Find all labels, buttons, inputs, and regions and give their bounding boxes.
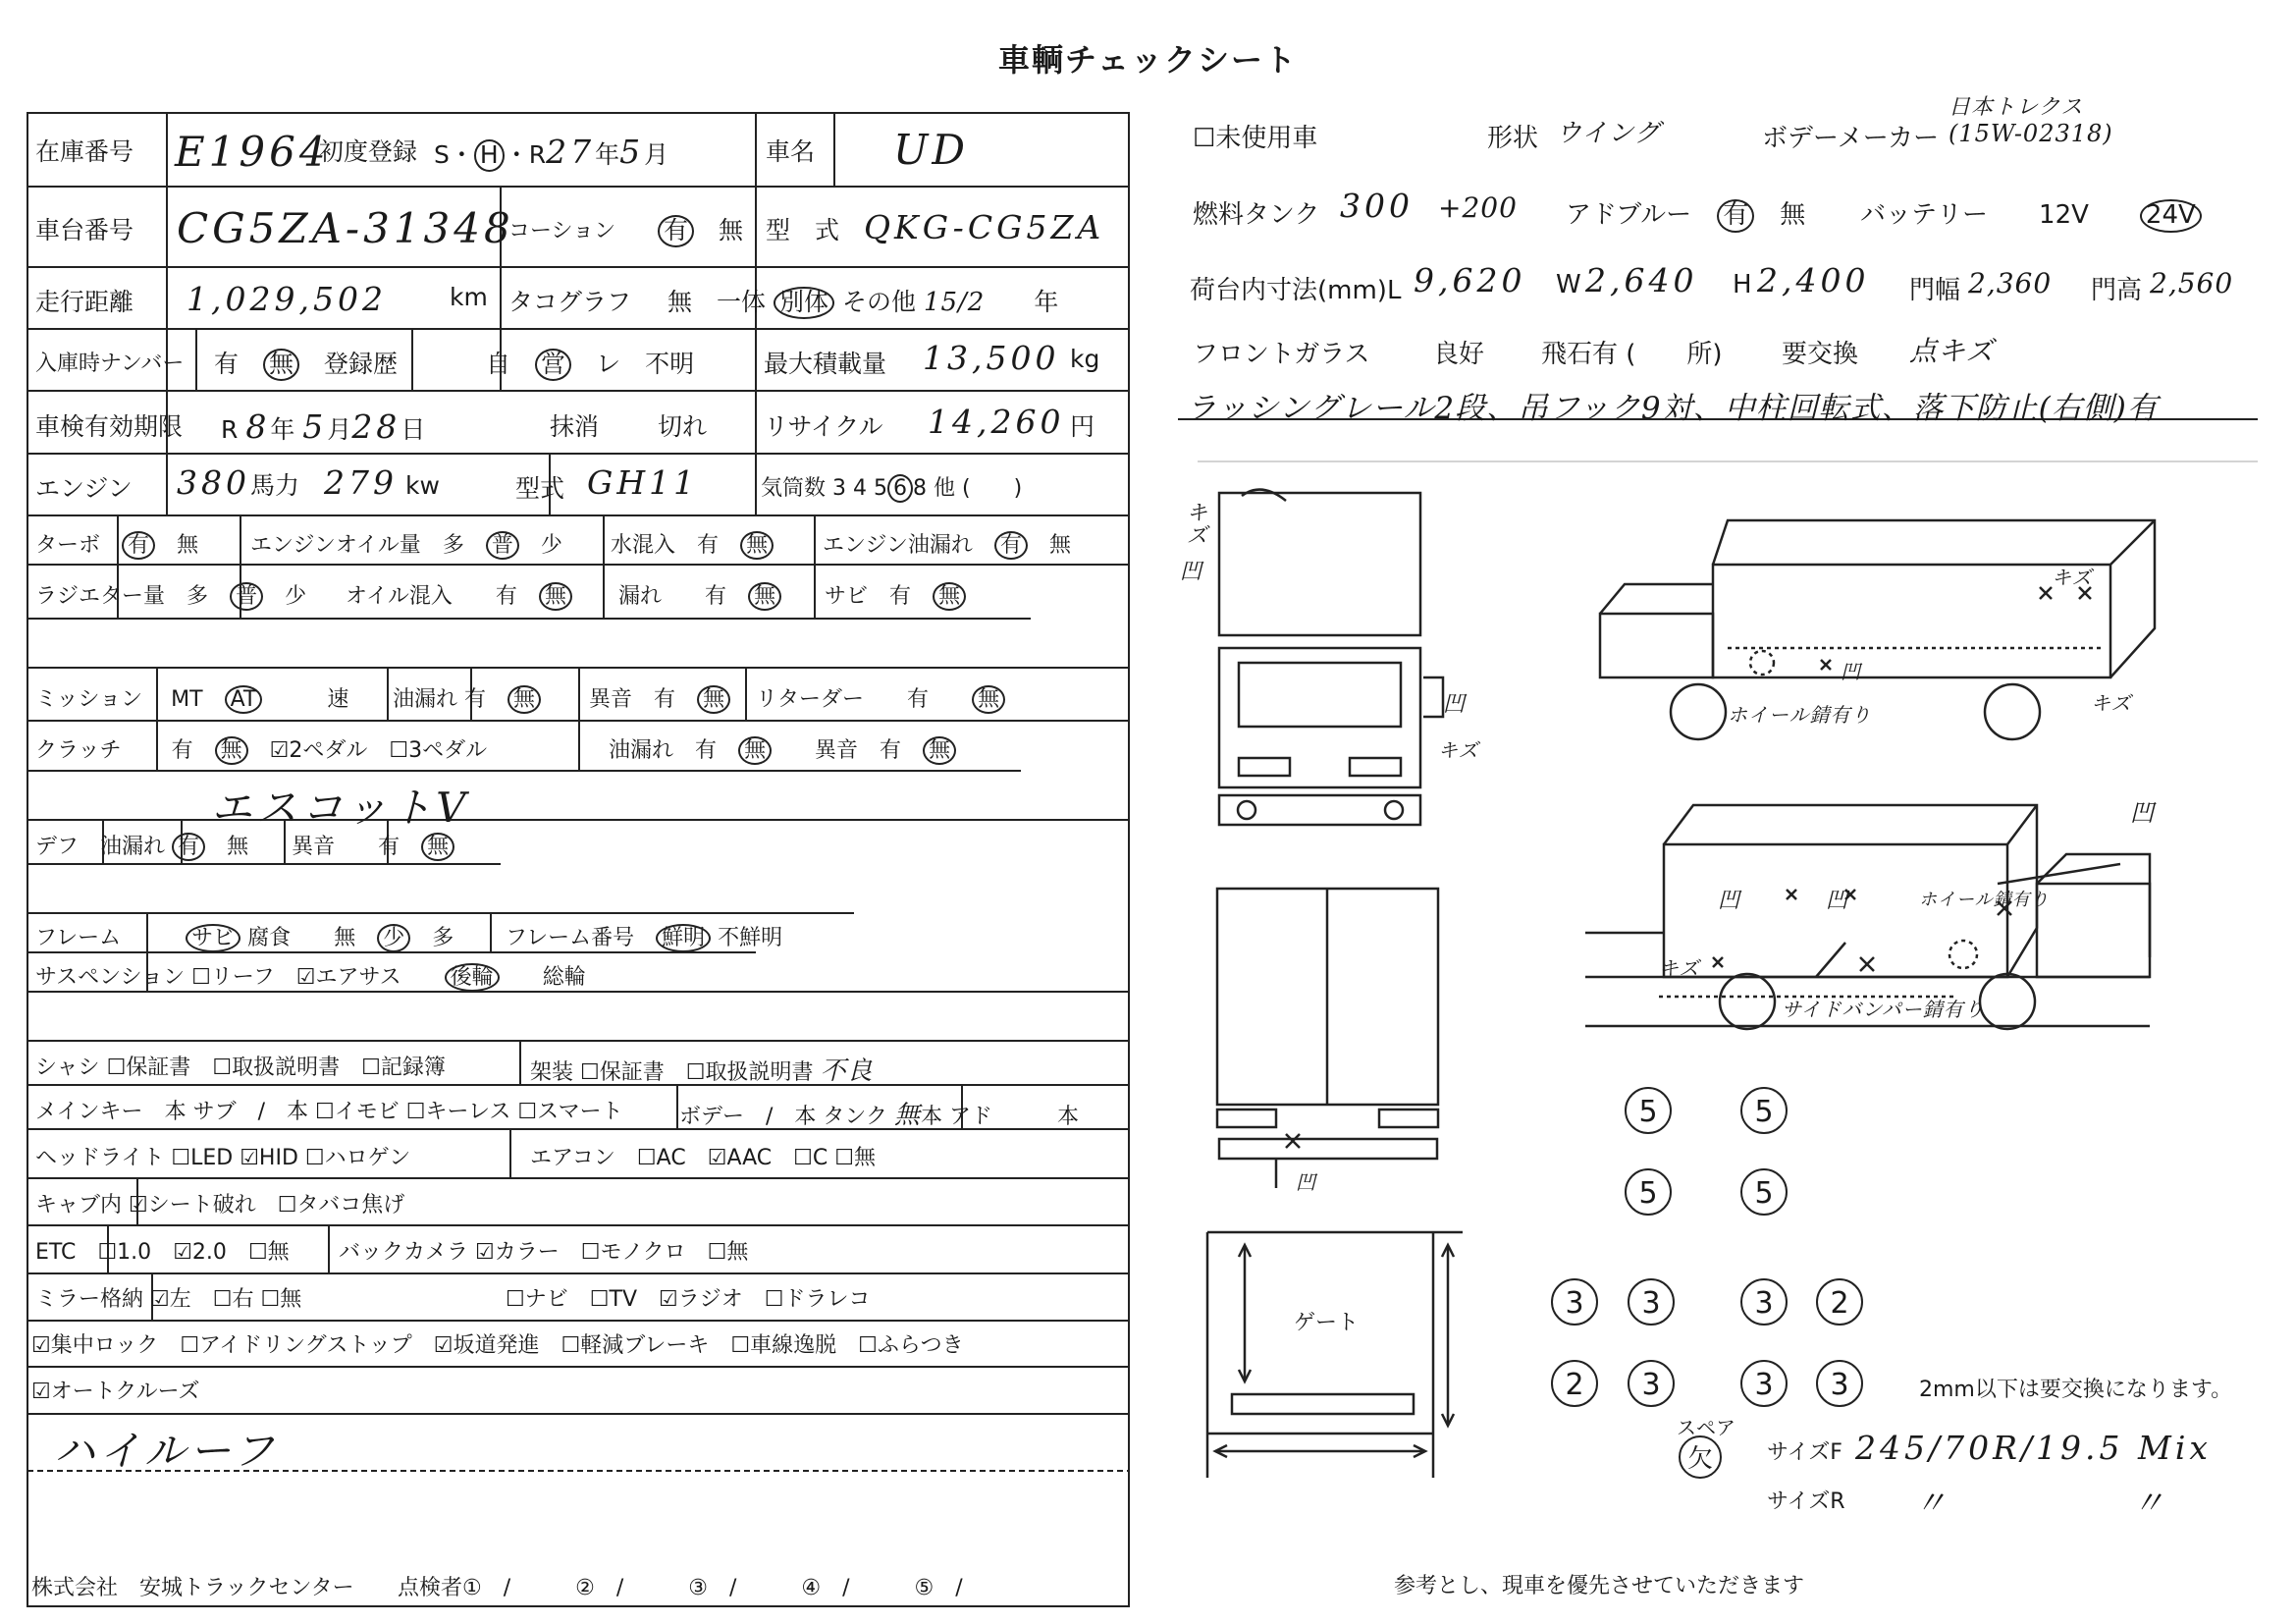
mileage-value: 1,029,502 (187, 280, 387, 318)
cylinder-options: 気筒数 3 4 5 6 8 他 ( ) (761, 471, 1022, 503)
mission-noise: 異音 有 無 (589, 682, 730, 714)
chassis-no-value: CG5ZA-31348 (177, 204, 514, 252)
reg-history-label: 登録歴 (324, 350, 399, 378)
unused-checkbox: ☐ 未使用車 (1193, 118, 1317, 154)
size-r-value: 〃 〃 (1914, 1484, 2168, 1522)
recycle-value: 14,260 (928, 403, 1065, 441)
stock-no-value: E1964 (175, 128, 330, 176)
tread-rear2-1: 2 (1551, 1360, 1598, 1407)
gate-h-label: 門高 (2091, 276, 2143, 305)
aircon-row: エアコン ☐ AC ☑ AAC ☐ C ☐ 無 (530, 1141, 876, 1171)
headlight-row: ヘッドライト ☐ LED ☑ HID ☐ ハロゲン (35, 1141, 410, 1171)
truck-side-sketch-1 (1600, 520, 2155, 739)
disclaimer: 参考とし、現車を優先させていただきます (1394, 1574, 1805, 1598)
etc-row: ETC ☐ 1.0 ☑ 2.0 ☐ 無 (35, 1235, 290, 1266)
side2-hekomi-top: 凹 (2130, 799, 2155, 827)
engine-leak-row: エンジン油漏れ 有 無 (823, 528, 1071, 560)
shape-label: 形状 (1487, 124, 1539, 153)
tacho-options: 無 一体 別体 その他 15/2 年 (667, 288, 1059, 317)
footer-company: 株式会社 安城トラックセンター (31, 1576, 354, 1600)
fuel-value: 300 (1340, 187, 1414, 225)
model-value: QKG-CG5ZA (864, 208, 1105, 246)
inspection-expired: 切れ (658, 412, 708, 441)
mileage-label: 走行距離 (35, 288, 134, 316)
coating-label: コーション (508, 219, 616, 244)
tread-front-right: 5 (1740, 1087, 1788, 1134)
tread-rear2-4: 3 (1816, 1360, 1863, 1407)
camera-row: バックカメラ ☑ カラー ☐ モノクロ ☐ 無 (339, 1235, 748, 1266)
oil-mix-row: オイル混入 有 無 (346, 579, 572, 611)
front-kizu: キズ (1183, 501, 1207, 546)
retarder: リターダー 有 無 (756, 682, 1005, 714)
navi-row: ☐ ナビ ☐ TV ☑ ラジオ ☐ ドラレコ (506, 1282, 871, 1313)
side2-wheel-rust: ホイール錆有り (1919, 890, 2050, 910)
side2-kizu: キズ (1659, 956, 1700, 980)
battery-row: バッテリー 12V 24V (1860, 194, 2202, 233)
spare-label: スペア (1677, 1416, 1735, 1439)
tread-rear2-2: 3 (1628, 1360, 1675, 1407)
gate-w: 2,360 (1968, 267, 2053, 299)
front-hekomi: 凹 (1180, 560, 1203, 584)
tread-rear1-4: 2 (1816, 1278, 1863, 1326)
size-f-label: サイズF (1767, 1440, 1842, 1465)
water-mix-row: 水混入 有 無 (611, 528, 774, 560)
max-load-label: 最大積載量 (764, 350, 887, 378)
mirror-row: ミラー格納 ☑ 左 ☐ 右 ☐ 無 (35, 1282, 301, 1313)
cargo-w-label: W (1556, 270, 1581, 299)
plate-options: 有 無 (214, 345, 299, 381)
tread-front2-right: 5 (1740, 1168, 1788, 1216)
front-side-hekomi: 凹 (1443, 692, 1467, 717)
inspection-label: 車検有効期限 (35, 412, 184, 441)
side2-side-bumper: サイドバンパー錆有り (1782, 998, 1985, 1021)
mileage-unit: km (450, 283, 488, 311)
gate-sketch (1207, 1232, 1463, 1478)
engine-type-value: GH11 (587, 463, 699, 502)
size-r-label: サイズR (1767, 1489, 1845, 1514)
body-key: ボデー / 本 タンク 無本 アド 本 (679, 1101, 1080, 1130)
clutch-noise: 異音 有 無 (815, 733, 956, 765)
first-reg-label: 初度登録 (319, 137, 418, 166)
body-maker-value: 日本トレクス (1949, 95, 2084, 120)
damage-marks (1286, 587, 2120, 1148)
truck-rear-sketch (1217, 889, 1438, 1188)
clutch-note: エスコットV (211, 784, 470, 832)
cargo-w: 2,640 (1585, 261, 1698, 299)
inspection-date: R 8年 5月28日 (221, 407, 426, 446)
glass-good: 良好 (1433, 340, 1485, 369)
truck-front-sketch (1219, 490, 1443, 825)
options-row: ☑ 集中ロック ☐ アイドリングストップ ☑ 坂道発進 ☐ 軽減ブレーキ ☐ 車線逸脱 ☐ ふらつき (31, 1328, 964, 1359)
cruise-row: ☑ オートクルーズ (31, 1375, 200, 1405)
fuel-plus: +200 (1438, 191, 1518, 224)
radiator-row: ラジエター量 多 普 少 (35, 579, 306, 611)
model-label: 型 式 (766, 216, 840, 244)
tread-rear1-3: 3 (1740, 1278, 1788, 1326)
spare-value: 欠 (1679, 1435, 1722, 1479)
document-title: 車輌チェックシート (997, 41, 1299, 79)
cargo-label: 荷台内寸法(mm)L (1190, 276, 1402, 305)
car-name-value: UD (893, 126, 970, 174)
cargo-h-label: H (1733, 270, 1752, 299)
side1-wheel-rust: ホイール錆有り (1728, 703, 1872, 727)
recycle-unit: 円 (1070, 412, 1095, 441)
fuel-label: 燃料タンク (1193, 200, 1320, 230)
tread-rear2-3: 3 (1740, 1360, 1788, 1407)
stock-no-label: 在庫番号 (35, 137, 134, 166)
max-load-value: 13,500 (923, 339, 1060, 377)
footer-inspector: 点検者① / ② / ③ / ④ / ⑤ / (398, 1576, 963, 1600)
coating-options: 有 無 (658, 211, 743, 247)
tacho-label: タコグラフ (508, 288, 632, 316)
kaso-row: 架装 ☐ 保証書 ☐ 取扱説明書 不良 (530, 1051, 874, 1087)
chassis-no-label: 車台番号 (35, 216, 134, 244)
rust-row: サビ 有 無 (825, 579, 966, 611)
side1-hekomi: 凹 (1841, 660, 1861, 683)
glass-note: 点キズ (1909, 335, 1995, 367)
side1-rear-kizu: キズ (2091, 691, 2132, 715)
first-reg-era: S・ H ・R27年5月 (434, 133, 669, 171)
shashi-row: シャシ ☐ 保証書 ☐ 取扱説明書 ☐ 記録簿 (35, 1051, 446, 1081)
tread-front-left: 5 (1625, 1087, 1672, 1134)
body-maker-code: (15W-02318) (1949, 120, 2113, 147)
mission-row: ミッション MT AT 速 (35, 682, 348, 714)
clutch-leak: 油漏れ 有 無 (609, 733, 772, 765)
inspection-cancel: 抹消 (550, 412, 600, 441)
glass-replace: 要交換 (1782, 340, 1859, 369)
mission-leak: 油漏れ 有 無 (393, 682, 541, 714)
main-key-row: メインキー 本 サブ / 本 ☐ イモビ ☐ キーレス ☐ スマート (35, 1095, 623, 1125)
oil-level-row: エンジンオイル量 多 普 少 (250, 528, 562, 560)
gate-w-label: 門幅 (1909, 276, 1961, 305)
tread-rear1-2: 3 (1628, 1278, 1675, 1326)
turbo-row: ターボ 有 無 (35, 528, 198, 560)
cargo-h: 2,400 (1757, 261, 1870, 299)
tread-rear1-1: 3 (1551, 1278, 1598, 1326)
cargo-l: 9,620 (1414, 261, 1526, 299)
side1-kizu: キズ (2052, 566, 2093, 589)
suspension-row: サスペンション ☐ リーフ ☑ エアサス 後輪 総輪 (35, 960, 586, 992)
recycle-label: リサイクル (764, 412, 883, 441)
leak-row: 漏れ 有 無 (618, 579, 781, 611)
front-side-kizu: キズ (1438, 738, 1479, 762)
glass-chip: 飛石有 ( 所) (1541, 340, 1723, 369)
car-name-label: 車名 (766, 137, 816, 166)
body-maker-label: ボデーメーカー (1762, 124, 1940, 153)
adblue-row: アドブルー 有 無 (1566, 194, 1805, 233)
free-note: ハイルーフ (54, 1427, 278, 1475)
cab-row: キャブ内 ☑ シート破れ ☐ タバコ焦げ (35, 1188, 404, 1218)
gate-h: 2,560 (2150, 267, 2234, 299)
tread-note: 2mm以下は要交換になります。 (1919, 1378, 2233, 1402)
tread-front2-left: 5 (1625, 1168, 1672, 1216)
reg-history-options: 自 営 レ 不明 (486, 345, 694, 381)
gate-label: ゲート (1294, 1311, 1360, 1335)
clutch-row: クラッチ 有 無 ☑ 2ペダル ☐ 3ペダル (35, 733, 487, 765)
rear-hekomi: 凹 (1296, 1170, 1316, 1194)
spec-notes: ラッシングレール2段、吊フック9対、中柱回転式、落下防止(右側)有 (1186, 391, 2159, 426)
max-load-unit: kg (1070, 345, 1100, 373)
shape-value: ウイング (1556, 119, 1661, 148)
engine-label: エンジン (35, 474, 133, 503)
frame-no-row: フレーム番号 鮮明 不鮮明 (506, 921, 782, 952)
side2-hekomi-1: 凹 (1718, 889, 1741, 913)
frame-row: フレーム サビ 腐食 無 少 多 (35, 921, 454, 952)
diff-row: デフ 油漏れ 有 無 異音 有 無 (35, 830, 454, 861)
size-f-value: 245/70R/19.5 Mix (1855, 1429, 2212, 1467)
glass-label: フロントガラス (1193, 340, 1370, 369)
side2-hekomi-2: 凹 (1826, 889, 1849, 913)
engine-type-label: 型式 (515, 474, 565, 503)
plate-label: 入庫時ナンバー (35, 352, 185, 376)
engine-power: 380馬力 279 kw (177, 463, 440, 502)
